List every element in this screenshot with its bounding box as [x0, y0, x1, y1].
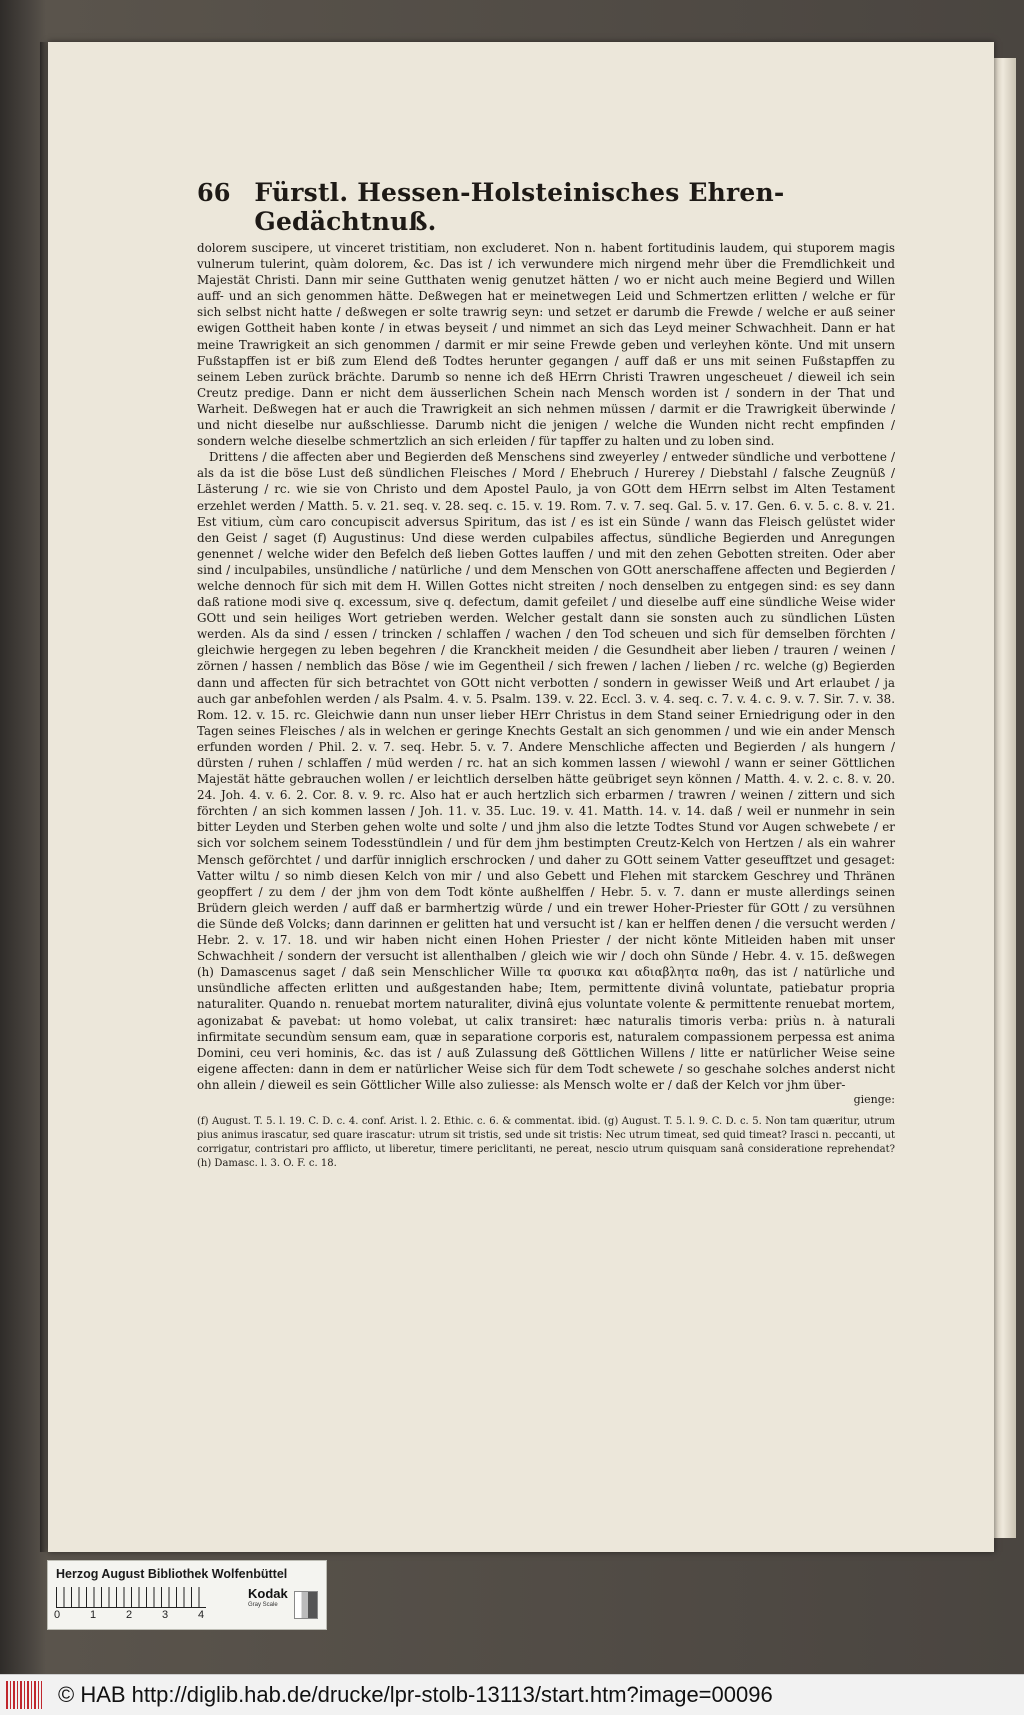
ruler-tick-label: 1 [90, 1609, 97, 1621]
hab-logo-icon [6, 1681, 42, 1709]
body-text [197, 240, 895, 1093]
running-title: Fürstl. Hessen-Holsteinisches Ehren-Gedächtnuß. [254, 178, 785, 236]
paragraph: Drittens / die affecten aber und Begierden deß Menschens sind zweyerley / entweder sündliche und verbottene / als da ist die böse Lust deß sündlichen Fleisches / Mord / Ehebruch / Hurerey / Diebstahl / falsche Zeugnüß / Lästerung / rc. wie sie von Christo und dem Apostel Paulo, ja von GOtt dem HErrn selbst im Alten Testament erzehlet werden / Matth. 5. v. 21. seq. v. 28. seq. c. 15. v. 19. Rom. 7. v. 7. seq. Gal. 5. v. 17. Gen. 6. v. 5. c. 8. v. 21. Est vitium, cùm caro concupiscit adversus Spiritum, das ist / es ist ein Sünde / wann das Fleisch gelüstet wider den Geist / saget (f) Augustinus: Und diese werden culpabiles affectus, sündliche Begierden und Anregungen genennet / welche wider den Befelch deß lieben Gottes lauffen / und mit den zehen Gebotten streiten. Oder aber sind / inculpabiles, unsündliche / natürliche / und dem Menschen von GOtt anerschaffene affecten und Begierden / welche dennoch für sich mit dem H. Willen Gottes nicht streiten / noch denselben zu entgegen sind: es sey dann daß ratione modi sive q. excessum, sive q. defectum, damit gefeilet / und dieselbe auff eine sündliche Weise wider GOtt und sein heiliges Wort getrieben werden. Welcher gestalt dann sie sonsten auch zu sündlichen Lüsten werden. Als da sind / essen / trincken / schlaffen / wachen / den Tod scheuen und sich für demselben förchten / gleichwie hergegen zu leben begehren / die Kranckheit meiden / die Gesundheit aber lieben / trauren / weinen / zörnen / hassen / nemblich das Böse / wie im Gegentheil / sich frewen / lachen / lieben / rc. welche (g) Begierden dann und affecten für sich betrachtet von GOtt nicht verbotten / sondern in gewisser Weiß und Art erlaubet / ja auch gar anbefohlen werden / als Psalm. 4. v. 5. Psalm. 139. v. 22. Eccl. 3. v. 4. seq. c. 7. v. 4. c. 9. v. 7. Sir. 7. v. 38. Rom. 12. v. 15. rc. Gleichwie dann nun unser lieber HErr Christus in dem Stand seiner Erniedrigung oder in den Tagen seines Fleisches / als in welchen er geringe Knechts Gestalt an sich genommen / und wie ein ander Mensch erfunden worden / Phil. 2. v. 7. seq. Hebr. 5. v. 7. Andere Menschliche affecten und Begierden / als hungern / dürsten / ruhen / schlaffen / müd werden / rc. hat an sich kommen lassen / wiewohl / wann er seiner Göttlichen Majestät hätte gebrauchen wollen / er leichtlich derselben hätte geübriget seyn können / Matth. 4. v. 2. c. 8. v. 20. 24. Joh. 4. v. 6. 2. Cor. 8. v. 9. rc. Also hat er auch hertzlich sich erbarmen / trawren / weinen / zittern und sich förchten / an sich kommen lassen / Joh. 11. v. 35. Luc. 19. v. 41. Matth. 14. v. 14. daß / weil er nunmehr in sein bitter Leyden und Sterben gehen wolte und solte / und jhm also die letzte Todtes Stund vor Augen schwebete / er sich vor solchem seinem Todesstündlein / und für dem jhm bestimpten Creutz-Kelch von Hertzen / als ein wahrer Mensch geförchtet / und darfür inniglich erschrocken / und daher zu GOtt seinem Vatter geseufftzet und gesaget: Vatter wiltu / so nimb diesen Kelch von mir / und also Gebett und Flehen mit starckem Geschrey und Thränen geopffert / zu dem / der jhm von dem Todt könte außhelffen / Hebr. 5. v. 7. dann er muste allerdings seinen Brüdern gleich werden / auff daß er barmhertzig würde / und ein trewer Hoher-Priester für GOtt / zu versühnen die Sünde deß Volcks; dann darinnen er gelitten hat und versucht ist / kan er helffen denen / die versucht werden / Hebr. 2. v. 17. 18. und wir haben nicht einen Hohen Priester / der nicht könte Mitleiden haben mit unser Schwachheit / sondern der versucht ist allenthalben / gleich wie wir / doch ohn Sünde / Hebr. 4. v. 15. deßwegen (h) Damascenus saget / daß sein Menschlicher Wille τα φυσικα και αδιαβλητα παθη, das ist / natürliche und unsündliche affecten erlitten und außgestanden habe; Item, permittente divinâ voluntate, patiebatur propria naturaliter. Quando n. renuebat mortem naturaliter, divinâ ejus voluntate volente & permittente renuebat mortem, agonizabat & pavebat: ut homo volebat, ut calix transiret: hæc naturalis timoris verba: priùs n. à naturali infirmitate secundùm sensum eam, quæ in separatione corporis est, naturalem compassionem perpessa est anima Domini, ceu veri hominis, &c. das ist / auß Zulassung deß Göttlichen Willens / litte er natürlicher Weise seine eigene affecten: dann in dem er natürlicher Weise sich für dem Todt schewete / so geschahe solches anderst nicht ohn allein / dieweil es sein Göttlicher Wille also zuliesse: als Mensch wolte er / daß der Kelch vor jhm über- [197, 450, 895, 1092]
page-content [197, 178, 895, 1171]
catchword: gienge: [853, 1092, 895, 1106]
ruler-tick-label: 4 [198, 1609, 205, 1621]
kodak-logo: Kodak [248, 1586, 288, 1601]
copyright-link[interactable]: © HAB http://diglib.hab.de/drucke/lpr-stolb-13113/start.htm?image=00096 [58, 1682, 773, 1707]
footnotes: (f) August. T. 5. l. 19. C. D. c. 4. conf. Arist. l. 2. Ethic. c. 6. & commentat. ibid. (g) August. T. 5. l. 9. C. D. c. 5. Non tam quæritur, utrum pius animus irascatur, sed quare irascatur: utrum sit tristis, sed unde sit tristis: Nec utrum timeat, sed quid timeat? Irasci n. peccanti, ut corrigatur, contristari pro afflicto, ut liberetur, timere periclitanti, ne pereat, nescio utrum quisquam sanâ consideratione reprehendat? (h) Damasc. l. 3. O. F. c. 18. [197, 1115, 895, 1169]
scale-ruler [56, 1587, 206, 1608]
footer-bar [0, 1674, 1024, 1715]
ruler-tick-label: 2 [126, 1609, 133, 1621]
gray-scale-label: Gray Scale [248, 1602, 278, 1608]
ruler-tick-label: 3 [162, 1609, 169, 1621]
running-head [197, 178, 895, 236]
ruler-tick-label: 0 [54, 1609, 61, 1621]
calibration-card [47, 1560, 327, 1630]
page-number: 66 [197, 178, 231, 207]
gray-scale-patch [294, 1591, 318, 1619]
paragraph: dolorem suscipere, ut vinceret tristitiam, non excluderet. Non n. habent fortitudinis laudem, qui stuporem magis vulnerum tulerint, quàm dolorem, &c. Das ist / ich verwundere mich nirgend mehr über die Fremdlichkeit und Majestät Christi. Dann mir seine Gutthaten wenig genutzet hätten / wo er nicht auch meine Begierd und Willen auff- und an sich genommen hätte. Deßwegen hat er meinetwegen Leid und Schmertzen erlitten / welche er für sich selbst nicht hatte / deßwegen er solte trawrig seyn: und setzet er darumb die Frewde / welche er auß seiner ewigen Gottheit haben konte / in etwas beyseit / und nimmet an sich das Leyd meiner Schwachheit. Dann er hat meine Trawrigkeit an sich genommen / darmit er mir seine Frewde geben und verleyhen könte. Und mit unsern Fußstapffen ist er biß zum Elend deß Todtes herunter gegangen / auff daß er uns mit seinen Fußstapffen zu seinem Leben zurück brächte. Darumb so nenne ich deß HErrn Christi Trawren ungescheuet / dieweil ich sein Creutz predige. Dann er nicht dem äusserlichen Schein nach Mensch worden ist / sondern in der That und Warheit. Deßwegen hat er auch die Trawrigkeit an sich nehmen müssen / darmit er die Trawrigkeit überwinde / und nicht dieselbe nur außschliesse. Darumb nicht die jenigen / welche die Wunden nicht recht empfinden / sondern welche dieselbe schmertzlich an sich erleiden / für tapffer zu halten und zu loben sind. [197, 241, 895, 449]
facing-page-edge [994, 58, 1016, 1538]
library-name: Herzog August Bibliothek Wolfenbüttel [56, 1567, 288, 1581]
